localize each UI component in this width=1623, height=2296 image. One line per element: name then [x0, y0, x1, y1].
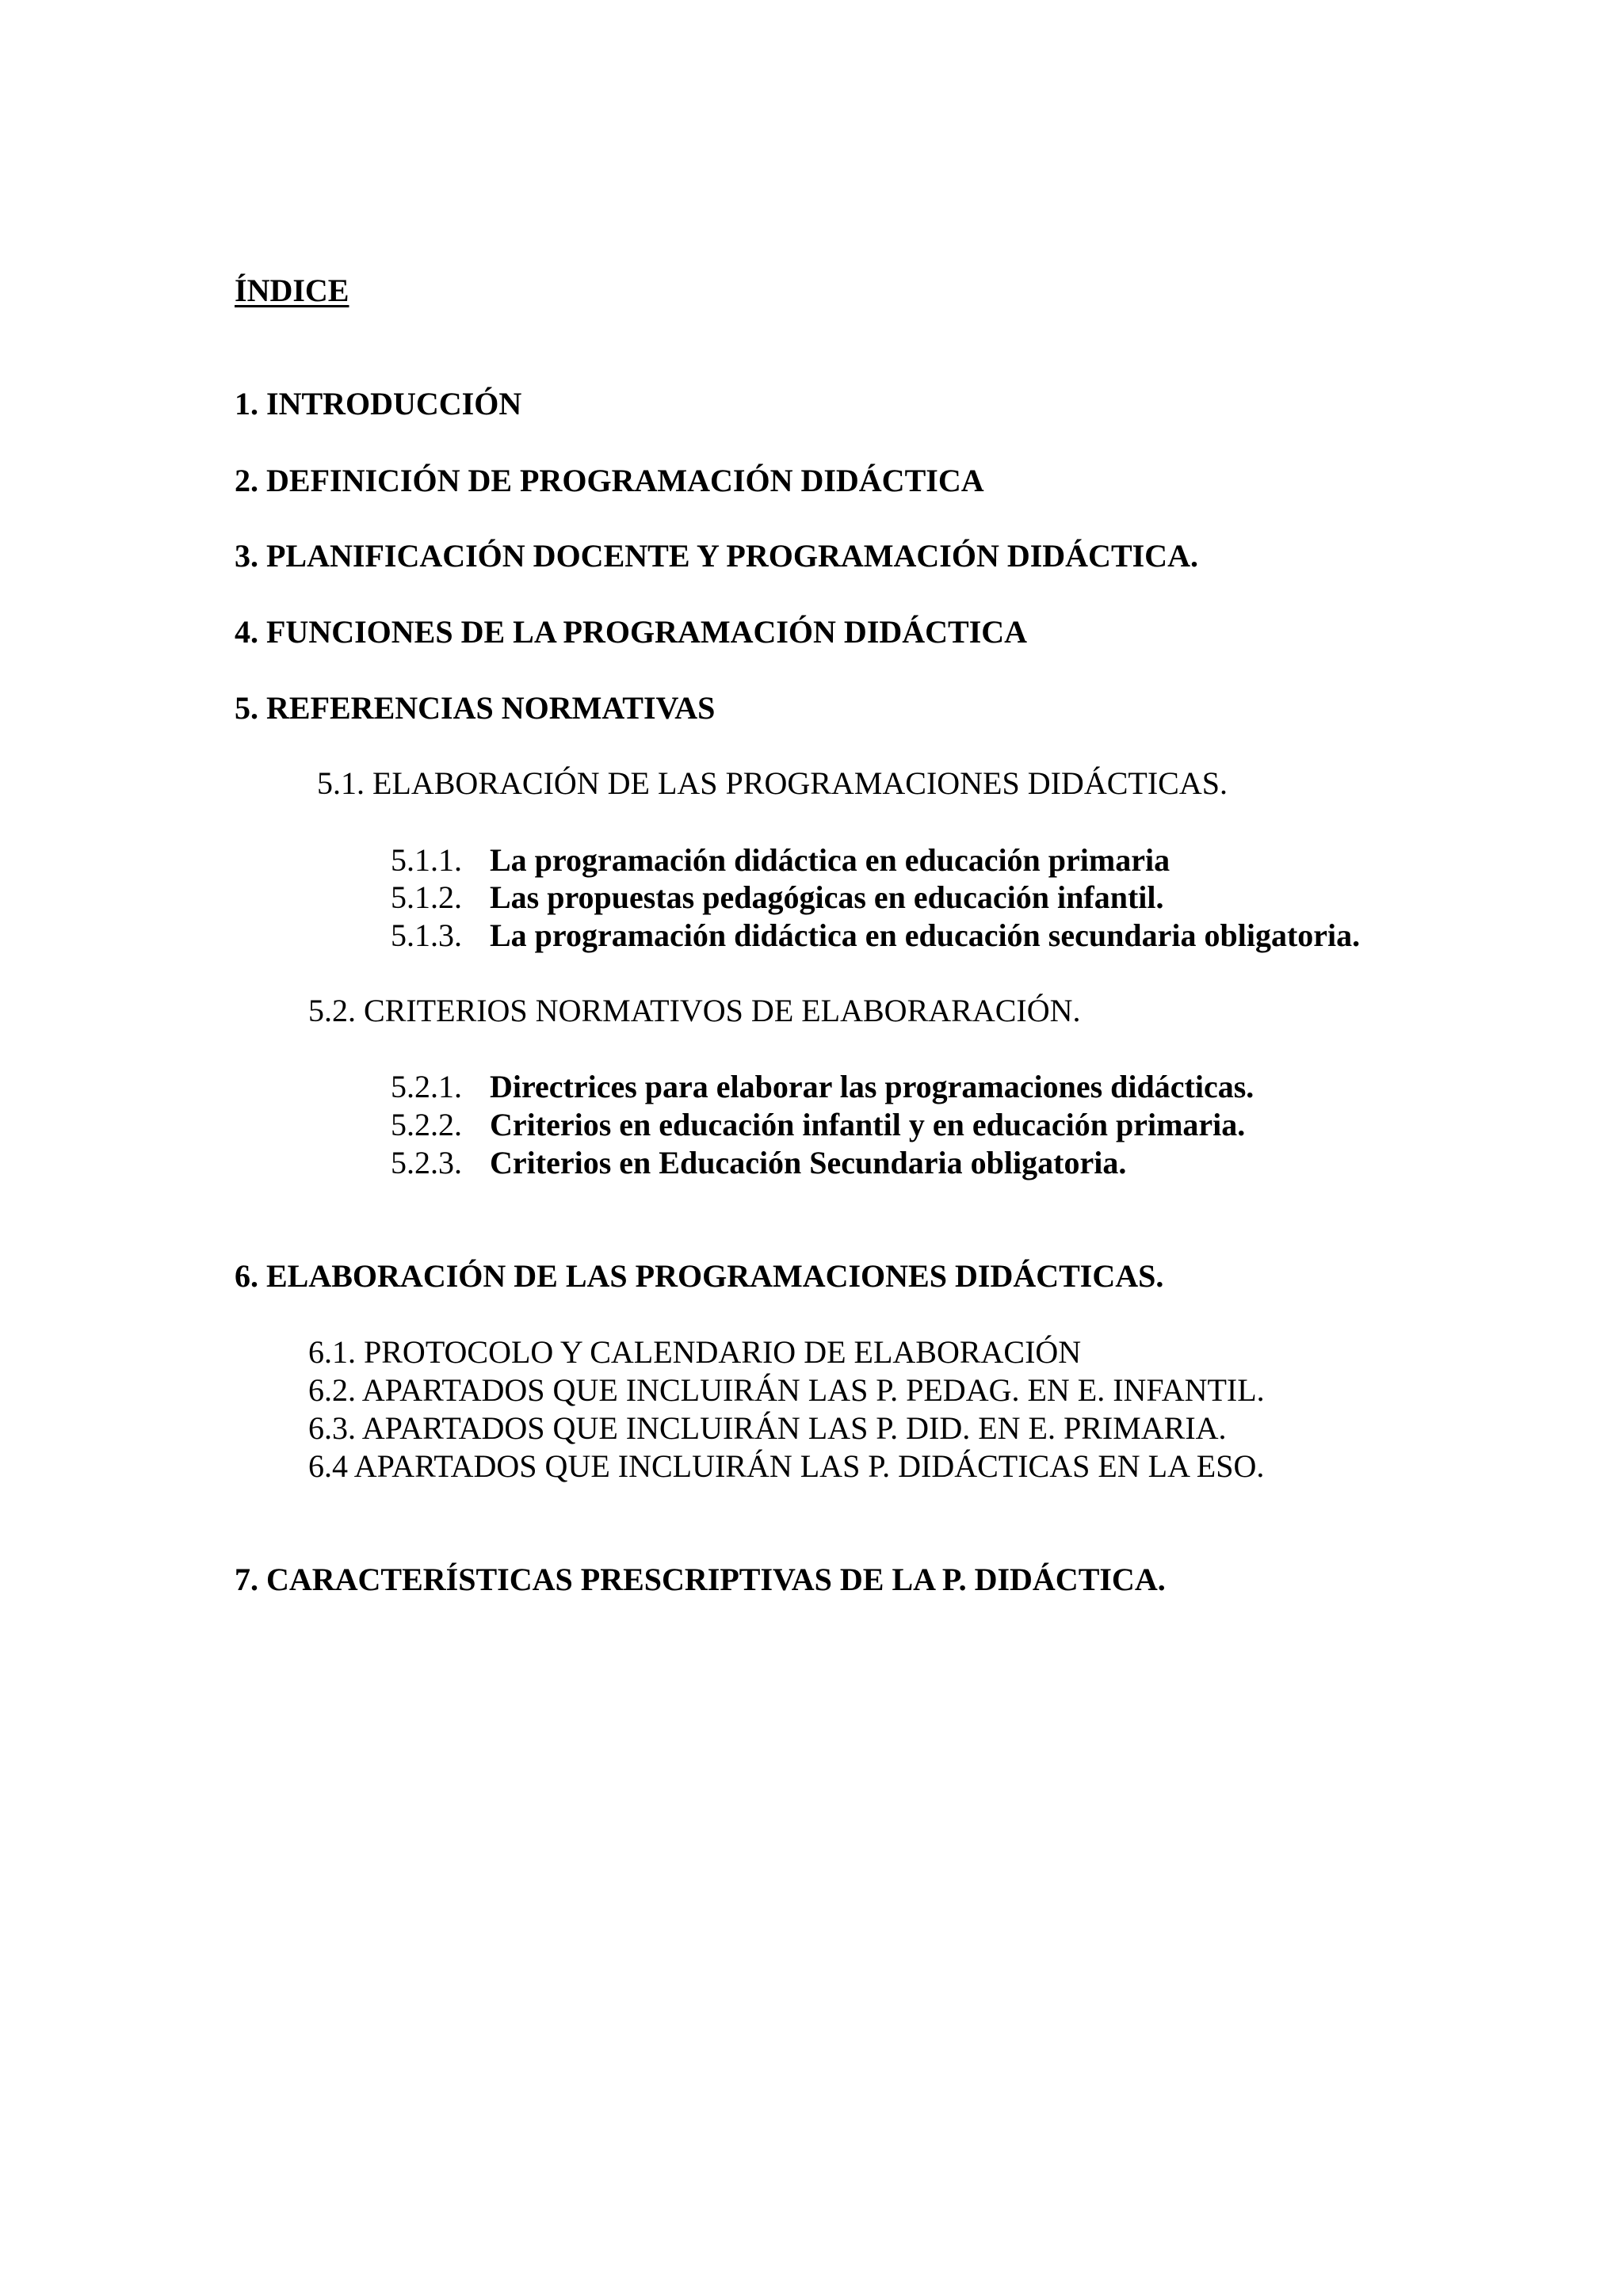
toc-section-5[interactable]: 5. REFERENCIAS NORMATIVAS [235, 690, 716, 726]
toc-section-6[interactable]: 6. ELABORACIÓN DE LAS PROGRAMACIONES DIDÁCTICAS. [235, 1258, 1164, 1294]
toc-subsection-6-1[interactable]: 6.1. PROTOCOLO Y CALENDARIO DE ELABORACIÓN [308, 1334, 1082, 1370]
toc-item-title: La programación didáctica en educación secundaria obligatoria. [490, 917, 1361, 953]
toc-section-7[interactable]: 7. CARACTERÍSTICAS PRESCRIPTIVAS DE LA P. DIDÁCTICA. [235, 1562, 1166, 1597]
toc-subsection-6-2[interactable]: 6.2. APARTADOS QUE INCLUIRÁN LAS P. PEDAG. EN E. INFANTIL. [308, 1372, 1265, 1408]
toc-item-number: 5.1.2. [391, 879, 462, 915]
toc-item-number: 5.1.3. [391, 917, 462, 953]
toc-item-title: La programación didáctica en educación primaria [490, 842, 1170, 878]
toc-item-number: 5.1.1. [391, 842, 462, 878]
toc-section-2[interactable]: 2. DEFINICIÓN DE PROGRAMACIÓN DIDÁCTICA [235, 463, 984, 498]
toc-section-1[interactable]: 1. INTRODUCCIÓN [235, 386, 522, 421]
toc-item-title: Las propuestas pedagógicas en educación infantil. [490, 879, 1164, 915]
toc-item-title: Criterios en educación infantil y en educación primaria. [490, 1107, 1246, 1142]
toc-subsection-6-3[interactable]: 6.3. APARTADOS QUE INCLUIRÁN LAS P. DID. EN E. PRIMARIA. [308, 1410, 1227, 1446]
index-title: ÍNDICE [235, 273, 349, 308]
toc-item-title: Directrices para elaborar las programaciones didácticas. [490, 1069, 1254, 1104]
toc-item-number: 5.2.1. [391, 1069, 462, 1104]
toc-item-number: 5.2.2. [391, 1107, 462, 1142]
toc-section-3[interactable]: 3. PLANIFICACIÓN DOCENTE Y PROGRAMACIÓN DIDÁCTICA. [235, 538, 1198, 574]
toc-subsection-6-4[interactable]: 6.4 APARTADOS QUE INCLUIRÁN LAS P. DIDÁCTICAS EN LA ESO. [308, 1448, 1265, 1484]
toc-item-title: Criterios en Educación Secundaria obligatoria. [490, 1145, 1127, 1180]
toc-section-4[interactable]: 4. FUNCIONES DE LA PROGRAMACIÓN DIDÁCTICA [235, 614, 1028, 650]
toc-subsection-5-2[interactable]: 5.2. CRITERIOS NORMATIVOS DE ELABORARACIÓN. [308, 993, 1081, 1028]
toc-subsection-5-1[interactable]: 5.1. ELABORACIÓN DE LAS PROGRAMACIONES DIDÁCTICAS. [317, 765, 1228, 801]
toc-item-number: 5.2.3. [391, 1145, 462, 1180]
